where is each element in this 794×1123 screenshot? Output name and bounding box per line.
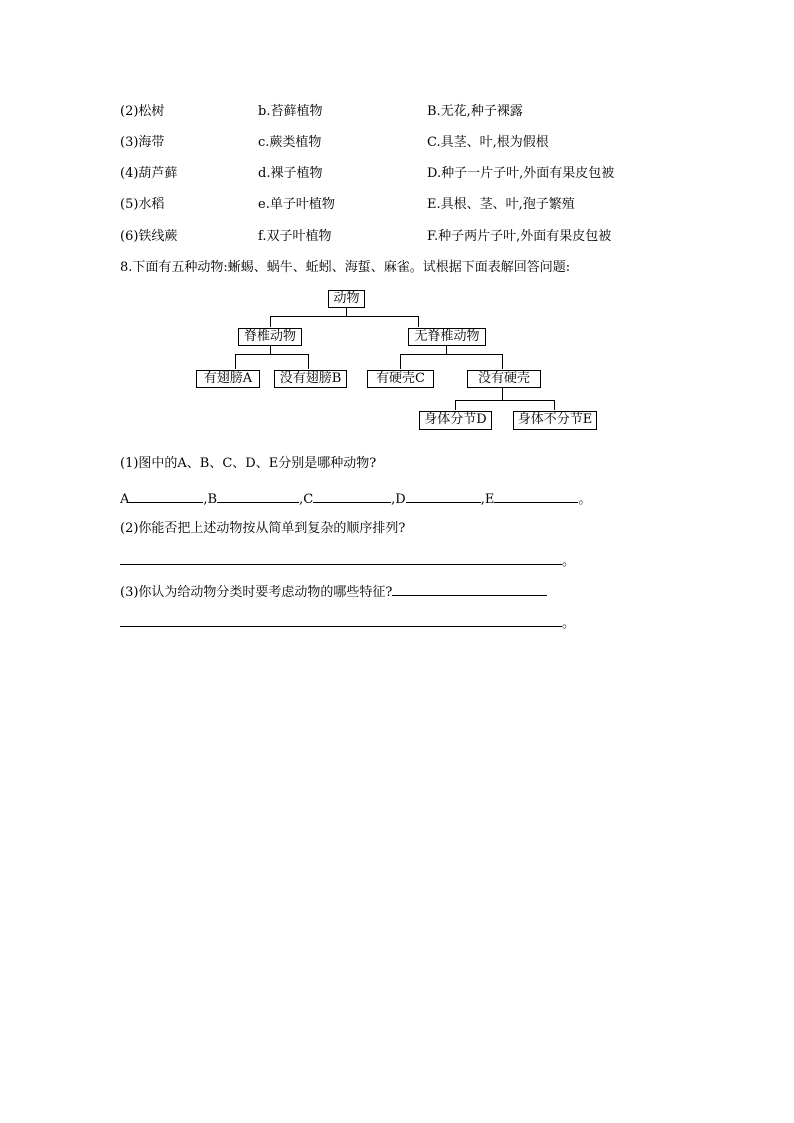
connector-line bbox=[446, 346, 447, 354]
answer-blank-features-1[interactable] bbox=[392, 583, 547, 596]
answer-line-1 bbox=[120, 490, 591, 508]
row-2-feature: B.无花,种子裸露 bbox=[427, 104, 523, 119]
connector-line bbox=[502, 354, 503, 369]
connector-line bbox=[455, 400, 555, 401]
sub-question-3: (3)你认为给动物分类时要考虑动物的哪些特征? bbox=[120, 585, 393, 600]
row-2-category: b.苔藓植物 bbox=[258, 104, 323, 119]
node-segmented: 身体分节D bbox=[419, 411, 492, 430]
connector-line bbox=[554, 400, 555, 410]
node-vertebrate: 脊椎动物 bbox=[238, 328, 302, 346]
answer-blank-order[interactable] bbox=[120, 552, 562, 565]
node-wingless: 没有翅膀B bbox=[274, 370, 347, 388]
row-6-feature: F.种子两片子叶,外面有果皮包被 bbox=[427, 229, 612, 244]
row-5-category: e.单子叶植物 bbox=[258, 197, 335, 212]
blank-label-e: ,E bbox=[480, 492, 495, 507]
blank-label-b: ,B bbox=[203, 492, 218, 507]
answer-blank-e[interactable] bbox=[494, 490, 578, 503]
answer-blank-a[interactable] bbox=[129, 490, 203, 503]
node-invertebrate: 无脊椎动物 bbox=[408, 328, 486, 346]
row-2-organism: (2)松树 bbox=[120, 104, 165, 119]
answer-blank-b[interactable] bbox=[217, 490, 299, 503]
row-6-organism: (6)铁线蕨 bbox=[120, 229, 178, 244]
connector-line bbox=[270, 316, 419, 317]
connector-line bbox=[308, 354, 309, 369]
connector-line bbox=[502, 388, 503, 400]
blank-label-c: ,C bbox=[299, 492, 314, 507]
row-4-category: d.裸子植物 bbox=[258, 166, 323, 181]
question-8-prompt: 8.下面有五种动物:蜥蜴、蜗牛、蚯蚓、海蜇、麻雀。试根据下面表解回答问题: bbox=[120, 260, 571, 275]
answer-blank-features-2[interactable] bbox=[120, 614, 562, 627]
connector-line bbox=[418, 316, 419, 327]
row-4-organism: (4)葫芦藓 bbox=[120, 166, 178, 181]
row-5-feature: E.具根、茎、叶,孢子繁殖 bbox=[427, 197, 575, 212]
answer-blank-c[interactable] bbox=[313, 490, 391, 503]
row-4-feature: D.种子一片子叶,外面有果皮包被 bbox=[427, 166, 615, 181]
sub-question-2: (2)你能否把上述动物按从简单到复杂的顺序排列? bbox=[120, 521, 406, 536]
node-unsegmented: 身体不分节E bbox=[513, 411, 597, 430]
node-winged: 有翅膀A bbox=[196, 370, 260, 388]
blank-end-mark: 。 bbox=[578, 492, 592, 507]
row-3-organism: (3)海带 bbox=[120, 135, 165, 150]
connector-line bbox=[235, 354, 236, 369]
line-3-end-mark: 。 bbox=[562, 616, 576, 631]
sub-question-3-row bbox=[120, 583, 547, 601]
connector-line bbox=[270, 346, 271, 354]
connector-line bbox=[270, 316, 271, 327]
node-no-hard-shell: 没有硬壳 bbox=[467, 370, 541, 388]
row-3-feature: C.具茎、叶,根为假根 bbox=[427, 135, 549, 150]
blank-label-a: A bbox=[120, 492, 130, 507]
row-3-category: c.蕨类植物 bbox=[258, 135, 322, 150]
answer-blank-d[interactable] bbox=[406, 490, 481, 503]
row-5-organism: (5)水稻 bbox=[120, 197, 165, 212]
connector-line bbox=[400, 354, 503, 355]
blank-label-d: ,D bbox=[391, 492, 406, 507]
connector-line bbox=[400, 354, 401, 369]
connector-line bbox=[455, 400, 456, 410]
answer-line-3 bbox=[120, 614, 575, 632]
node-hard-shell: 有硬壳C bbox=[367, 370, 434, 388]
node-animal: 动物 bbox=[328, 290, 365, 308]
sub-question-1: (1)图中的A、B、C、D、E分别是哪种动物? bbox=[120, 456, 377, 471]
connector-line bbox=[235, 354, 309, 355]
answer-line-2 bbox=[120, 552, 575, 570]
row-6-category: f.双子叶植物 bbox=[258, 229, 332, 244]
line-2-end-mark: 。 bbox=[562, 554, 576, 569]
